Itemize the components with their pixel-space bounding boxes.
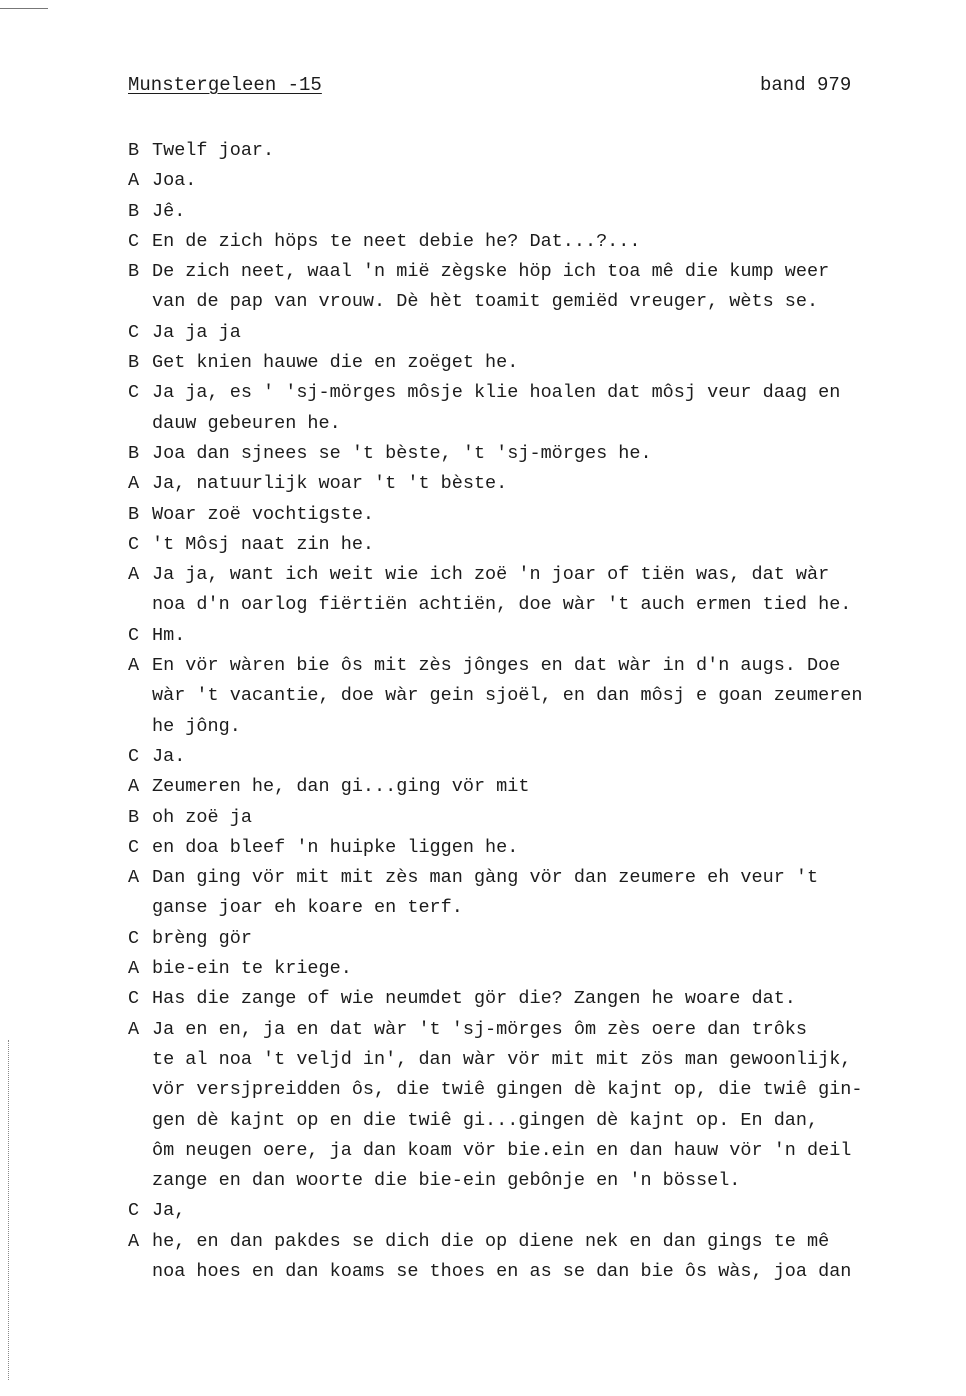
utterance-text: ganse joar eh koare en terf.: [152, 897, 463, 919]
utterance-text: Joa.: [152, 170, 197, 192]
utterance-text: En vör wàren bie ôs mit zès jônges en dat wàr in d'n augs. Doe: [152, 655, 841, 677]
speaker-label: C: [128, 1200, 140, 1222]
utterance-text: 't Môsj naat zin he.: [152, 533, 375, 555]
dialogue-line: [128, 1196, 948, 1226]
utterance-text: Jê.: [152, 200, 186, 222]
speaker-label: C: [128, 836, 140, 858]
speaker-label: A: [128, 958, 140, 980]
utterance-text: te al noa 't veljd in', dan wàr vör mit mit zös man gewoonlijk,: [152, 1048, 852, 1070]
dialogue-continuation-line: [128, 1166, 948, 1196]
dialogue-continuation-line: [128, 681, 948, 711]
speaker-label: B: [128, 503, 140, 525]
dialogue-continuation-line: [128, 1075, 948, 1105]
dialogue-continuation-line: [128, 1257, 948, 1287]
document-title: Munstergeleen -15: [128, 74, 322, 96]
utterance-text: vör versjpreidden ôs, die twiê gingen dè kajnt op, die twiê gin-: [152, 1079, 863, 1101]
utterance-text: Has die zange of wie neumdet gör die? Zangen he woare dat.: [152, 988, 796, 1010]
page-header: [128, 74, 868, 102]
speaker-label: B: [128, 352, 140, 374]
dialogue-line: [128, 318, 948, 348]
tape-number: band 979: [760, 74, 852, 96]
dialogue-line: [128, 772, 948, 802]
speaker-label: A: [128, 1230, 140, 1252]
utterance-text: Ja ja, es ' 'sj-mörges môsje klie hoalen dat môsj veur daag en: [152, 382, 841, 404]
utterance-text: Twelf joar.: [152, 140, 275, 161]
dialogue-line: [128, 257, 948, 287]
utterance-text: en doa bleef 'n huipke liggen he.: [152, 836, 519, 858]
dialogue-line: [128, 651, 948, 681]
dialogue-continuation-line: [128, 1136, 948, 1166]
dialogue-continuation-line: [128, 409, 948, 439]
utterance-text: Ja en en, ja en dat wàr 't 'sj-mörges ôm zès oere dan trôks: [152, 1018, 808, 1040]
dialogue-line: [128, 742, 948, 772]
utterance-text: bie-ein te kriege.: [152, 958, 352, 980]
speaker-label: A: [128, 1018, 140, 1040]
utterance-text: Ja, natuurlijk woar 't 't bèste.: [152, 473, 508, 495]
dialogue-line: [128, 621, 948, 651]
speaker-label: A: [128, 170, 140, 192]
dialogue-line: [128, 954, 948, 984]
dialogue-line: [128, 500, 948, 530]
utterance-text: Ja ja, want ich weit wie ich zoë 'n joar of tiën was, dat wàr: [152, 564, 830, 586]
speaker-label: C: [128, 988, 140, 1010]
utterance-text: Hm.: [152, 624, 186, 646]
dialogue-line: [128, 227, 948, 257]
utterance-text: Zeumeren he, dan gi...ging vör mit: [152, 776, 530, 798]
dialogue-line: [128, 984, 948, 1014]
utterance-text: noa hoes en dan koams se thoes en as se dan bie ôs wàs, joa dan: [152, 1260, 852, 1282]
speaker-label: B: [128, 140, 140, 161]
utterance-text: dauw gebeuren he.: [152, 412, 341, 434]
utterance-text: Ja ja ja: [152, 321, 241, 343]
utterance-text: noa d'n oarlog fiërtiën achtiën, doe wàr 't auch ermen tied he.: [152, 594, 852, 616]
speaker-label: B: [128, 261, 140, 283]
dialogue-continuation-line: [128, 287, 948, 317]
speaker-label: B: [128, 806, 140, 828]
dialogue-line: [128, 378, 948, 408]
dialogue-line: [128, 803, 948, 833]
speaker-label: C: [128, 927, 140, 949]
dialogue-continuation-line: [128, 893, 948, 923]
speaker-label: A: [128, 564, 140, 586]
dialogue-continuation-line: [128, 712, 948, 742]
utterance-text: van de pap van vrouw. Dè hèt toamit gemiëd vreuger, wèts se.: [152, 291, 819, 313]
dialogue-line: [128, 136, 948, 166]
dialogue-line: [128, 439, 948, 469]
dialogue-line: [128, 1227, 948, 1257]
utterance-text: Joa dan sjnees se 't bèste, 't 'sj-mörges he.: [152, 442, 652, 464]
speaker-label: C: [128, 382, 140, 404]
utterance-text: Get knien hauwe die en zoëget he.: [152, 352, 519, 374]
speaker-label: A: [128, 867, 140, 889]
utterance-text: he jông.: [152, 715, 241, 737]
dialogue-line: [128, 863, 948, 893]
utterance-text: oh zoë ja: [152, 806, 252, 828]
speaker-label: A: [128, 655, 140, 677]
dialogue-continuation-line: [128, 590, 948, 620]
utterance-text: gen dè kajnt op en die twiê gi...gingen dè kajnt op. En dan,: [152, 1109, 819, 1131]
corner-mark: [0, 8, 48, 9]
dialogue-line: [128, 833, 948, 863]
dialogue-line: [128, 166, 948, 196]
speaker-label: C: [128, 321, 140, 343]
speaker-label: B: [128, 200, 140, 222]
utterance-text: Woar zoë vochtigste.: [152, 503, 375, 525]
transcript-body: [128, 136, 948, 1287]
dialogue-continuation-line: [128, 1045, 948, 1075]
dialogue-line: [128, 924, 948, 954]
dialogue-line: [128, 1015, 948, 1045]
dialogue-continuation-line: [128, 1106, 948, 1136]
speaker-label: C: [128, 624, 140, 646]
utterance-text: De zich neet, waal 'n mië zègske höp ich toa mê die kump weer: [152, 261, 830, 283]
dialogue-line: [128, 530, 948, 560]
utterance-text: Ja.: [152, 745, 186, 767]
speaker-label: C: [128, 745, 140, 767]
dialogue-line: [128, 348, 948, 378]
speaker-label: A: [128, 473, 140, 495]
utterance-text: Ja,: [152, 1200, 186, 1222]
dialogue-line: [128, 197, 948, 227]
utterance-text: brèng gör: [152, 927, 252, 949]
utterance-text: wàr 't vacantie, doe wàr gein sjoël, en dan môsj e goan zeumeren: [152, 685, 863, 707]
speaker-label: A: [128, 776, 140, 798]
margin-dotted-line: [8, 1040, 9, 1380]
utterance-text: he, en dan pakdes se dich die op diene nek en dan gings te mê: [152, 1230, 830, 1252]
utterance-text: En de zich höps te neet debie he? Dat...?...: [152, 230, 641, 252]
utterance-text: ôm neugen oere, ja dan koam vör bie.ein en dan hauw vör 'n deil: [152, 1139, 852, 1161]
speaker-label: B: [128, 442, 140, 464]
utterance-text: zange en dan woorte die bie-ein gebônje en 'n bössel.: [152, 1170, 741, 1192]
dialogue-line: [128, 560, 948, 590]
speaker-label: C: [128, 230, 140, 252]
speaker-label: C: [128, 533, 140, 555]
utterance-text: Dan ging vör mit mit zès man gàng vör dan zeumere eh veur 't: [152, 867, 819, 889]
dialogue-line: [128, 469, 948, 499]
